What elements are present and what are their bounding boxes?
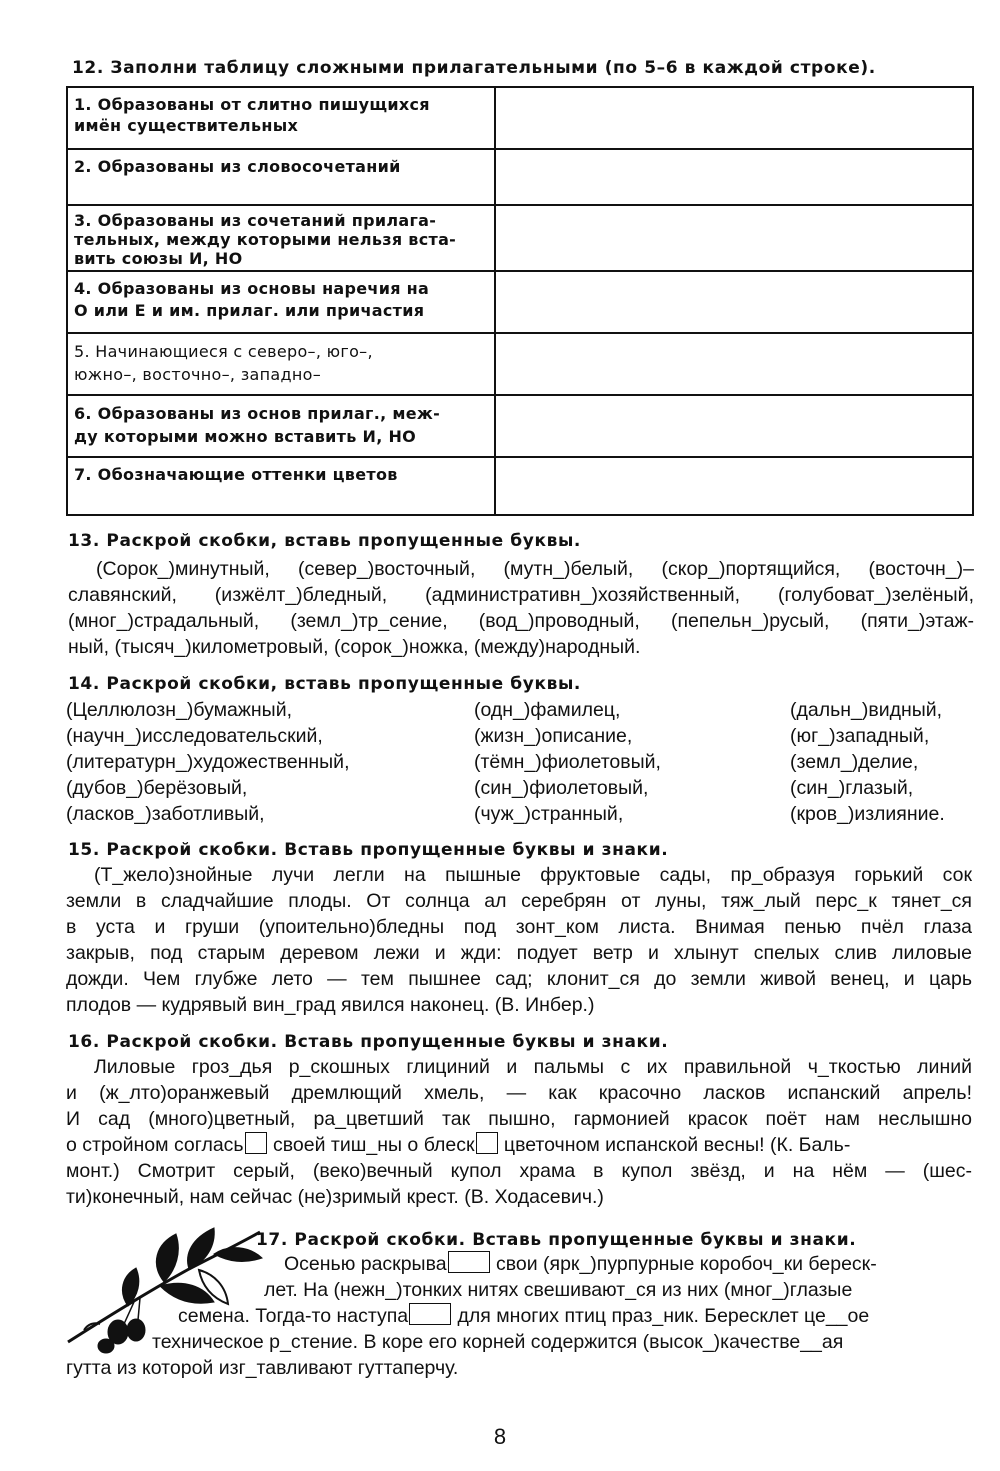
row-label-line: 7. Обозначающие оттенки цветов	[74, 465, 398, 484]
answer-cell[interactable]	[496, 88, 972, 148]
text-line: земли в сладчайшие плоды. От солнца ал серебрян от луны, тяж_лый перс_к тянет_ся	[66, 890, 972, 912]
row-label-line: 1. Образованы от слитно пишущихся	[74, 95, 430, 114]
row-label-line: южно–, восточно–, западно–	[74, 365, 321, 384]
table-row-label	[68, 88, 496, 148]
answer-cell[interactable]	[496, 458, 972, 514]
list-item: (тёмн_)фиолетовый,	[474, 751, 661, 773]
list-item: (кров_)излияние.	[790, 803, 945, 825]
exercise-12-title: 12. Заполни таблицу сложными прилагательными (по 5–6 в каждой строке).	[72, 58, 876, 78]
list-item: (Целлюлозн_)бумажный,	[66, 699, 293, 721]
text-line: (Сорок_)минутный, (север_)восточный, (мутн_)белый, (скор_)портящийся, (восточн_)–	[96, 558, 974, 580]
answer-box[interactable]	[245, 1132, 267, 1154]
text-line	[66, 1303, 972, 1329]
list-item: (жизн_)описание,	[474, 725, 633, 747]
answer-box[interactable]	[448, 1251, 490, 1273]
answer-box[interactable]	[476, 1132, 498, 1154]
list-item: (одн_)фамилец,	[474, 699, 621, 721]
list-item: (юг_)западный,	[790, 725, 930, 747]
table-row	[68, 204, 972, 270]
answer-cell[interactable]	[496, 206, 972, 270]
table-row-label	[68, 334, 496, 394]
row-label-line: 4. Образованы из основы наречия на	[74, 279, 430, 298]
text-line: (мног_)страдальный, (земл_)тр_сение, (вод_)проводный, (пепельн_)русый, (пяти_)этаж-	[68, 610, 974, 632]
exercise-15-text	[66, 862, 972, 1018]
table-row-label	[68, 150, 496, 204]
exercise-14-columns	[66, 697, 974, 829]
answer-cell[interactable]	[496, 272, 972, 332]
row-label-line: имён существительных	[74, 116, 299, 135]
adjectives-table	[66, 86, 974, 516]
word-column	[66, 697, 350, 827]
row-label-line: О или Е и им. прилаг. или причастия	[74, 301, 425, 320]
table-row-label	[68, 458, 496, 514]
text-line	[66, 1132, 972, 1158]
list-item: (дальн_)видный,	[790, 699, 943, 721]
row-label-line: тельных, между которыми нельзя вста-	[74, 230, 457, 249]
text-line: в уста и груши (упоительно)бледны под зонт_ком листа. Внимая пенью пчёл глаза	[66, 916, 972, 938]
exercise-17-title: 17. Раскрой скобки. Вставь пропущенные буквы и знаки.	[256, 1230, 857, 1250]
list-item: (син_)фиолетовый,	[474, 777, 649, 799]
text-line: плодов — кудрявый вин_град явился наконец. (В. Инбер.)	[66, 994, 595, 1016]
text-line: И сад (много)цветный, ра_цветший так пышно, гармонией красок поёт нам неслышно	[66, 1108, 972, 1130]
list-item: (земл_)делие,	[790, 751, 919, 773]
text-line: закрыв, под старым деревом лежи и жди: подует ветр и хлынут спелых слив лиловые	[66, 942, 972, 964]
text-fragment: своей тиш_ны о блеск	[267, 1134, 475, 1156]
table-row	[68, 148, 972, 204]
row-label-line: 6. Образованы из основ прилаг., меж-	[74, 404, 441, 423]
table-row	[68, 332, 972, 394]
text-line: Лиловые гроз_дья р_скошных глициний и пальмы с их правильной ч_ткостью линий	[94, 1056, 972, 1078]
text-fragment: свои (ярк_)пурпурные коробоч_ки береск-	[490, 1253, 877, 1275]
list-item: (ласков_)заботливый,	[66, 803, 265, 825]
list-item: (чуж_)странный,	[474, 803, 624, 825]
row-label-line: вить союзы И, НО	[74, 249, 243, 268]
answer-box[interactable]	[409, 1303, 451, 1325]
text-line: техническое р_стение. В коре его корней содержится (высок_)качестве__ая	[152, 1331, 844, 1353]
text-line: и (ж_лто)оранжевый дремлющий хмель, — как красочно ласков испанский апрель!	[66, 1082, 972, 1104]
text-line: ти)конечный, нам сейчас (не)зримый крест. (В. Ходасевич.)	[66, 1186, 604, 1208]
table-row-label	[68, 206, 496, 270]
exercise-16-title: 16. Раскрой скобки. Вставь пропущенные буквы и знаки.	[68, 1032, 669, 1052]
row-label-line: 3. Образованы из сочетаний прилага-	[74, 211, 437, 230]
table-row-label	[68, 272, 496, 332]
text-line: славянский, (изжёлт_)бледный, (административн_)хозяйственный, (голубоват_)зелёный,	[68, 584, 974, 606]
exercise-13-title: 13. Раскрой скобки, вставь пропущенные буквы.	[68, 531, 581, 551]
table-row	[68, 270, 972, 332]
answer-cell[interactable]	[496, 396, 972, 456]
word-column	[790, 697, 945, 827]
text-fragment: для многих птиц праз_ник. Бересклет це__ое	[452, 1305, 870, 1327]
list-item: (научн_)исследовательский,	[66, 725, 323, 747]
answer-cell[interactable]	[496, 150, 972, 204]
list-item: (син_)глазый,	[790, 777, 914, 799]
text-line	[66, 1251, 972, 1277]
text-fragment: семена. Тогда-то наступа	[178, 1305, 409, 1327]
text-line: лет. На (нежн_)тонких нитях свешивают_ся из них (мног_)глазые	[264, 1279, 853, 1301]
text-fragment: цветочном испанской весны! (К. Баль-	[498, 1134, 851, 1156]
table-row	[68, 394, 972, 456]
table-row	[68, 456, 972, 514]
text-line: гутта из которой изг_тавливают гуттаперчу.	[66, 1357, 459, 1379]
answer-cell[interactable]	[496, 334, 972, 394]
exercise-13-text	[68, 556, 974, 660]
table-row-label	[68, 396, 496, 456]
text-fragment: Осенью раскрыва	[284, 1253, 447, 1275]
row-label-line: ду которыми можно вставить И, НО	[74, 427, 417, 446]
table-row	[68, 88, 972, 148]
exercise-14-title: 14. Раскрой скобки, вставь пропущенные буквы.	[68, 674, 581, 694]
text-line: (Т_жело)знойные лучи легли на пышные фруктовые сады, пр_образуя горький сок	[94, 864, 972, 886]
list-item: (дубов_)берёзовый,	[66, 777, 248, 799]
row-label-line: 2. Образованы из словосочетаний	[74, 157, 401, 176]
text-line: монт.) Смотрит серый, (веко)вечный купол храма в купол звёзд, и на нём — (шес-	[66, 1160, 972, 1182]
row-label-line: 5. Начинающиеся с северо–, юго–,	[74, 342, 373, 361]
text-line: ный, (тысяч_)километровый, (сорок_)ножка, (между)народный.	[68, 636, 641, 658]
exercise-15-title: 15. Раскрой скобки. Вставь пропущенные буквы и знаки.	[68, 840, 669, 860]
text-line: дожди. Чем глубже лето — тем пышнее сад; клонит_ся до земли живой венец, и царь	[66, 968, 972, 990]
page-number: 8	[493, 1424, 507, 1449]
list-item: (литературн_)художественный,	[66, 751, 350, 773]
exercise-17-text	[66, 1251, 972, 1381]
text-fragment: о стройном соглась	[66, 1134, 244, 1156]
word-column	[474, 697, 661, 827]
exercise-16-text	[66, 1054, 972, 1210]
